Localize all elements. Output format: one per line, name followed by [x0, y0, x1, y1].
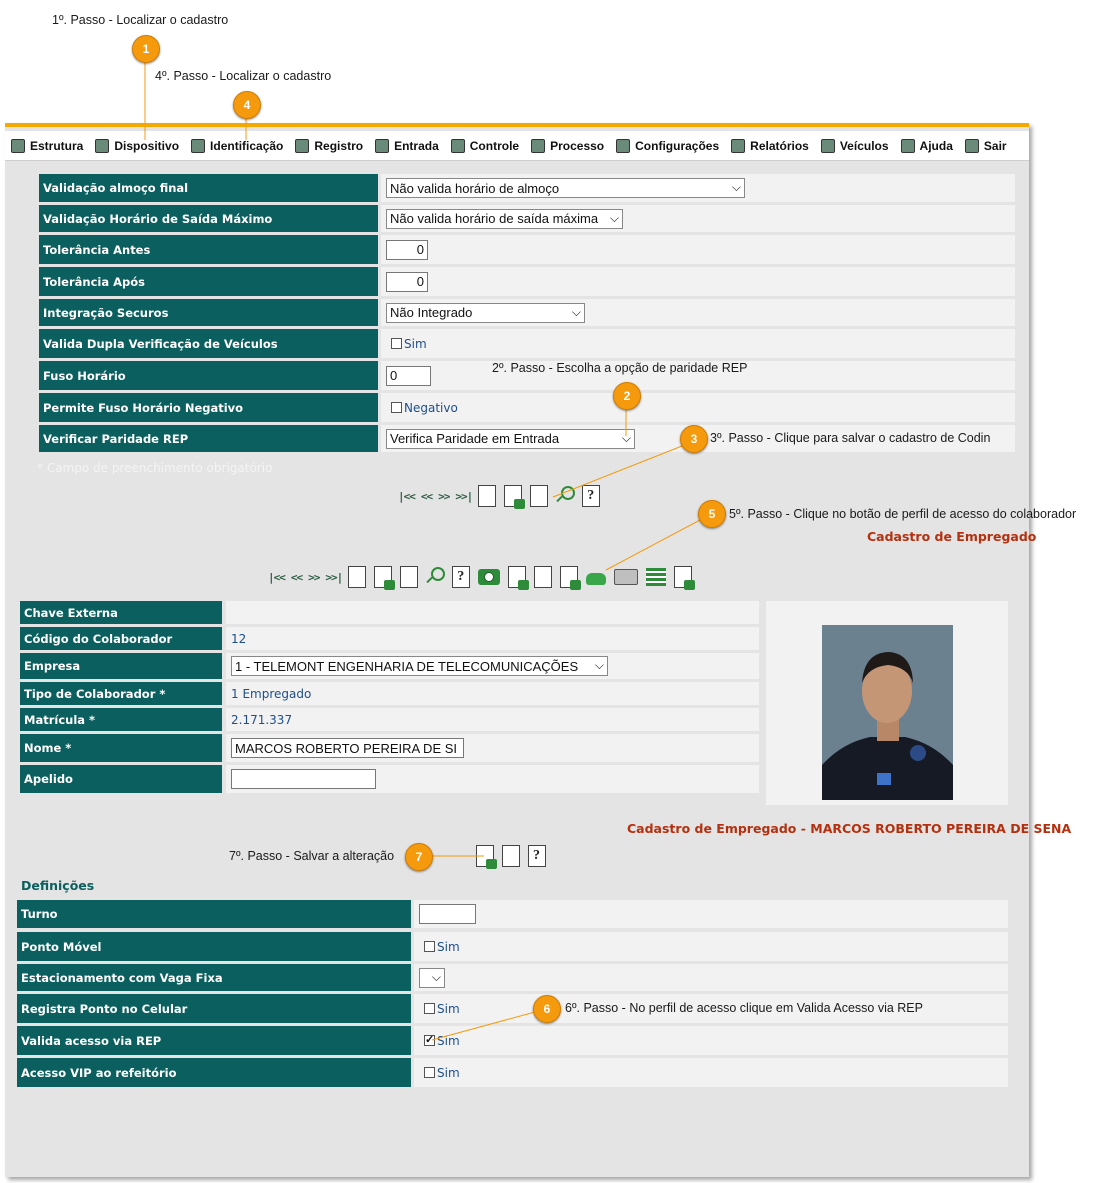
profile-toolbar: [476, 845, 554, 867]
chevron-down-icon: ⌵: [571, 304, 581, 319]
codigo-cell: [226, 627, 759, 650]
valida-rep-check-label: Sim: [437, 1033, 460, 1048]
identificacao-icon: [191, 139, 205, 153]
prev-record-icon[interactable]: <<: [290, 570, 303, 584]
vip-checkbox[interactable]: [424, 1067, 435, 1078]
menu-label: Registro: [314, 138, 364, 153]
step6-note: 6º. Passo - No perfil de acesso clique em Valida Acesso via REP: [565, 1001, 923, 1015]
ponto-movel-check-label: Sim: [437, 939, 460, 954]
fuso-neg-checkbox[interactable]: [391, 402, 402, 413]
step6-badge: 6: [533, 995, 561, 1023]
last-record-icon[interactable]: >>|: [325, 570, 343, 584]
integracao-select-value: Não Integrado: [390, 305, 473, 320]
new-document-icon[interactable]: [478, 485, 496, 507]
valida-rep-label: Valida acesso via REP: [17, 1026, 411, 1055]
tol-antes-label: Tolerância Antes: [39, 235, 378, 264]
empresa-cell: [226, 653, 759, 679]
veiculos-icon: [821, 139, 835, 153]
undo-icon[interactable]: [400, 566, 418, 588]
chave-label: Chave Externa: [20, 601, 222, 624]
menu-label: Estrutura: [30, 138, 84, 153]
search-icon[interactable]: [556, 486, 574, 506]
relatorios-icon: [731, 139, 745, 153]
registra-celular-label: Registra Ponto no Celular: [17, 994, 411, 1023]
empresa-label: Empresa: [20, 653, 222, 679]
employee-section-title: Cadastro de Empregado: [867, 529, 1037, 544]
required-hint: * Campo de preenchimento obrigatório: [37, 461, 273, 475]
empresa-select-value: 1 - TELEMONT ENGENHARIA DE TELECOMUNICAÇÕES: [235, 658, 579, 674]
step1-note: 1º. Passo - Localizar o cadastro: [52, 13, 229, 27]
menu-controle[interactable]: [451, 139, 519, 153]
integracao-cell: [381, 299, 1015, 326]
apelido-label: Apelido: [20, 765, 222, 793]
first-record-icon[interactable]: |<<: [268, 570, 285, 584]
registra-celular-check-label: Sim: [437, 1001, 460, 1016]
help-icon[interactable]: [528, 845, 546, 867]
report-icon[interactable]: [674, 566, 692, 588]
menu-dispositivo[interactable]: [95, 139, 179, 153]
matricula-value: 2.171.337: [231, 712, 293, 727]
tol-apos-input[interactable]: 0: [386, 272, 428, 292]
vip-check-label: Sim: [437, 1065, 460, 1080]
apelido-input[interactable]: [231, 769, 376, 789]
save-icon[interactable]: [476, 845, 494, 867]
save-icon[interactable]: [504, 485, 522, 507]
codigo-label: Código do Colaborador: [20, 627, 222, 650]
next-record-icon[interactable]: >>: [438, 489, 450, 503]
printer-icon[interactable]: [614, 569, 638, 585]
chave-cell: [226, 601, 759, 624]
step4-note: 4º. Passo - Localizar o cadastro: [155, 69, 332, 83]
fuso-input[interactable]: 0: [386, 366, 431, 386]
employee-toolbar: [268, 566, 700, 588]
estacionamento-cell: [414, 964, 1008, 991]
tol-antes-input[interactable]: 0: [386, 240, 428, 260]
tol-apos-label: Tolerância Após: [39, 267, 378, 296]
estacionamento-select[interactable]: [419, 968, 445, 988]
menu-entrada[interactable]: [375, 139, 439, 153]
fuso-neg-label: Permite Fuso Horário Negativo: [39, 393, 378, 422]
almoco-select-value: Não valida horário de almoço: [390, 180, 560, 196]
valida-rep-checkbox[interactable]: ✓: [425, 1034, 435, 1046]
matricula-label: Matrícula *: [20, 708, 222, 731]
menu-registro[interactable]: [295, 139, 363, 153]
step4-badge: 4: [233, 91, 261, 119]
menu-label: Sair: [983, 138, 1007, 153]
step7-note: 7º. Passo - Salvar a alteração: [229, 849, 395, 863]
tol-apos-cell: [381, 267, 1015, 296]
dupla-checkbox[interactable]: [391, 338, 402, 349]
menu-label: Ajuda: [919, 138, 953, 153]
menu-ajuda[interactable]: [901, 139, 953, 153]
fuso-neg-check-label: Negativo: [404, 400, 458, 415]
dupla-label: Valida Dupla Verificação de Veículos: [39, 329, 378, 358]
empresa-select[interactable]: [231, 656, 608, 676]
menu-veiculos[interactable]: [821, 139, 889, 153]
first-record-icon[interactable]: |<<: [398, 489, 415, 503]
saida-select-value: Não valida horário de saída máxima: [390, 211, 599, 226]
dupla-check-label: Sim: [404, 336, 427, 351]
menu-label: Relatórios: [750, 138, 809, 153]
paridade-label: Verificar Paridade REP: [39, 425, 378, 452]
registra-celular-checkbox[interactable]: [424, 1003, 435, 1014]
almoco-cell: [381, 174, 1015, 202]
undo-icon[interactable]: [530, 485, 548, 507]
transfer-icon[interactable]: [560, 566, 578, 588]
chevron-down-icon: ⌵: [609, 210, 619, 225]
profile-section-title: Cadastro de Empregado - MARCOS ROBERTO PEREIRA DE SENA: [627, 821, 1072, 836]
chevron-down-icon: ⌵: [594, 658, 604, 672]
help-icon[interactable]: [452, 566, 470, 588]
menu-label: Dispositivo: [114, 138, 180, 153]
vip-cell: [414, 1058, 1008, 1087]
step3-badge: 3: [680, 425, 708, 453]
menu-bar: [5, 131, 1029, 161]
tipo-label: Tipo de Colaborador *: [20, 682, 222, 705]
step2-note: 2º. Passo - Escolha a opção de paridade REP: [492, 361, 748, 375]
registro-icon: [295, 139, 309, 153]
codigo-value: 12: [231, 631, 247, 646]
menu-sair[interactable]: [965, 139, 1007, 153]
almoco-select[interactable]: [386, 178, 745, 198]
photo-frame: [766, 601, 1008, 805]
ponto-movel-label: Ponto Móvel: [17, 932, 411, 961]
tipo-cell: [226, 682, 759, 705]
ponto-movel-checkbox[interactable]: [424, 941, 435, 952]
menu-estrutura[interactable]: [11, 139, 83, 153]
menu-label: Identificação: [210, 138, 284, 153]
entrada-icon: [375, 139, 389, 153]
access-profile-icon[interactable]: [534, 566, 552, 588]
vip-label: Acesso VIP ao refeitório: [17, 1058, 411, 1087]
controle-icon: [451, 139, 465, 153]
menu-configuracoes[interactable]: [616, 139, 719, 153]
integracao-label: Integração Securos: [39, 299, 378, 326]
tol-antes-cell: [381, 235, 1015, 264]
save-icon[interactable]: [374, 566, 392, 588]
valida-rep-cell: [414, 1026, 1008, 1055]
tipo-value: 1 Empregado: [231, 686, 312, 701]
dupla-cell: [381, 329, 1015, 358]
step2-badge: 2: [613, 382, 641, 410]
menu-label: Veículos: [839, 138, 889, 153]
back-icon[interactable]: [502, 845, 520, 867]
chevron-down-icon: ⌵: [731, 180, 741, 194]
next-record-icon[interactable]: >>: [308, 570, 320, 584]
step1-badge: 1: [132, 35, 160, 63]
fuso-neg-cell: [381, 393, 1015, 422]
sair-icon: [965, 139, 979, 153]
last-record-icon[interactable]: >>|: [455, 489, 473, 503]
apelido-cell: [226, 765, 759, 793]
turno-cell: [414, 900, 1008, 928]
ponto-movel-cell: [414, 932, 1008, 961]
menu-identificacao[interactable]: [191, 139, 283, 153]
chevron-down-icon: ⌵: [621, 430, 631, 445]
ajuda-icon: [901, 139, 915, 153]
nome-cell: [226, 734, 759, 762]
saida-label: Validação Horário de Saída Máximo: [39, 205, 378, 232]
estrutura-icon: [11, 139, 25, 153]
turno-input[interactable]: [419, 904, 476, 924]
vehicle-icon[interactable]: [586, 573, 606, 585]
turno-label: Turno: [17, 900, 411, 928]
menu-relatorios[interactable]: [731, 139, 809, 153]
id-card-icon[interactable]: [508, 566, 526, 588]
nome-input[interactable]: MARCOS ROBERTO PEREIRA DE SI: [231, 738, 464, 758]
step3-note: 3º. Passo - Clique para salvar o cadastro de Codin: [710, 431, 991, 445]
configuracoes-icon: [616, 139, 630, 153]
employee-photo: [822, 625, 953, 800]
menu-label: Entrada: [394, 138, 439, 153]
history-icon[interactable]: [646, 568, 666, 586]
saida-select[interactable]: [386, 209, 623, 229]
nome-label: Nome *: [20, 734, 222, 762]
chevron-down-icon: ⌵: [431, 969, 441, 984]
menu-processo[interactable]: [531, 139, 604, 153]
paridade-select-value: Verifica Paridade em Entrada: [390, 431, 560, 446]
integracao-select[interactable]: [386, 303, 585, 323]
menu-label: Configurações: [635, 138, 720, 153]
prev-record-icon[interactable]: <<: [420, 489, 433, 503]
new-document-icon[interactable]: [348, 566, 366, 588]
employee-portrait-icon: [822, 625, 953, 800]
menu-label: Controle: [469, 138, 520, 153]
estacionamento-label: Estacionamento com Vaga Fixa: [17, 964, 411, 991]
definitions-title: Definições: [21, 878, 95, 893]
step5-note: 5º. Passo - Clique no botão de perfil de acesso do colaborador: [729, 507, 1077, 521]
processo-icon: [531, 139, 545, 153]
saida-cell: [381, 205, 1015, 232]
step7-badge: 7: [405, 843, 433, 871]
paridade-select[interactable]: [386, 429, 635, 449]
camera-icon[interactable]: [478, 569, 500, 585]
menu-label: Processo: [550, 138, 605, 153]
fuso-label: Fuso Horário: [39, 361, 378, 390]
search-icon[interactable]: [426, 567, 444, 587]
help-icon[interactable]: [582, 485, 600, 507]
almoco-label: Validação almoço final: [39, 174, 378, 202]
dispositivo-icon: [95, 139, 109, 153]
device-toolbar: [398, 485, 608, 507]
matricula-cell: [226, 708, 759, 731]
step5-badge: 5: [698, 500, 726, 528]
